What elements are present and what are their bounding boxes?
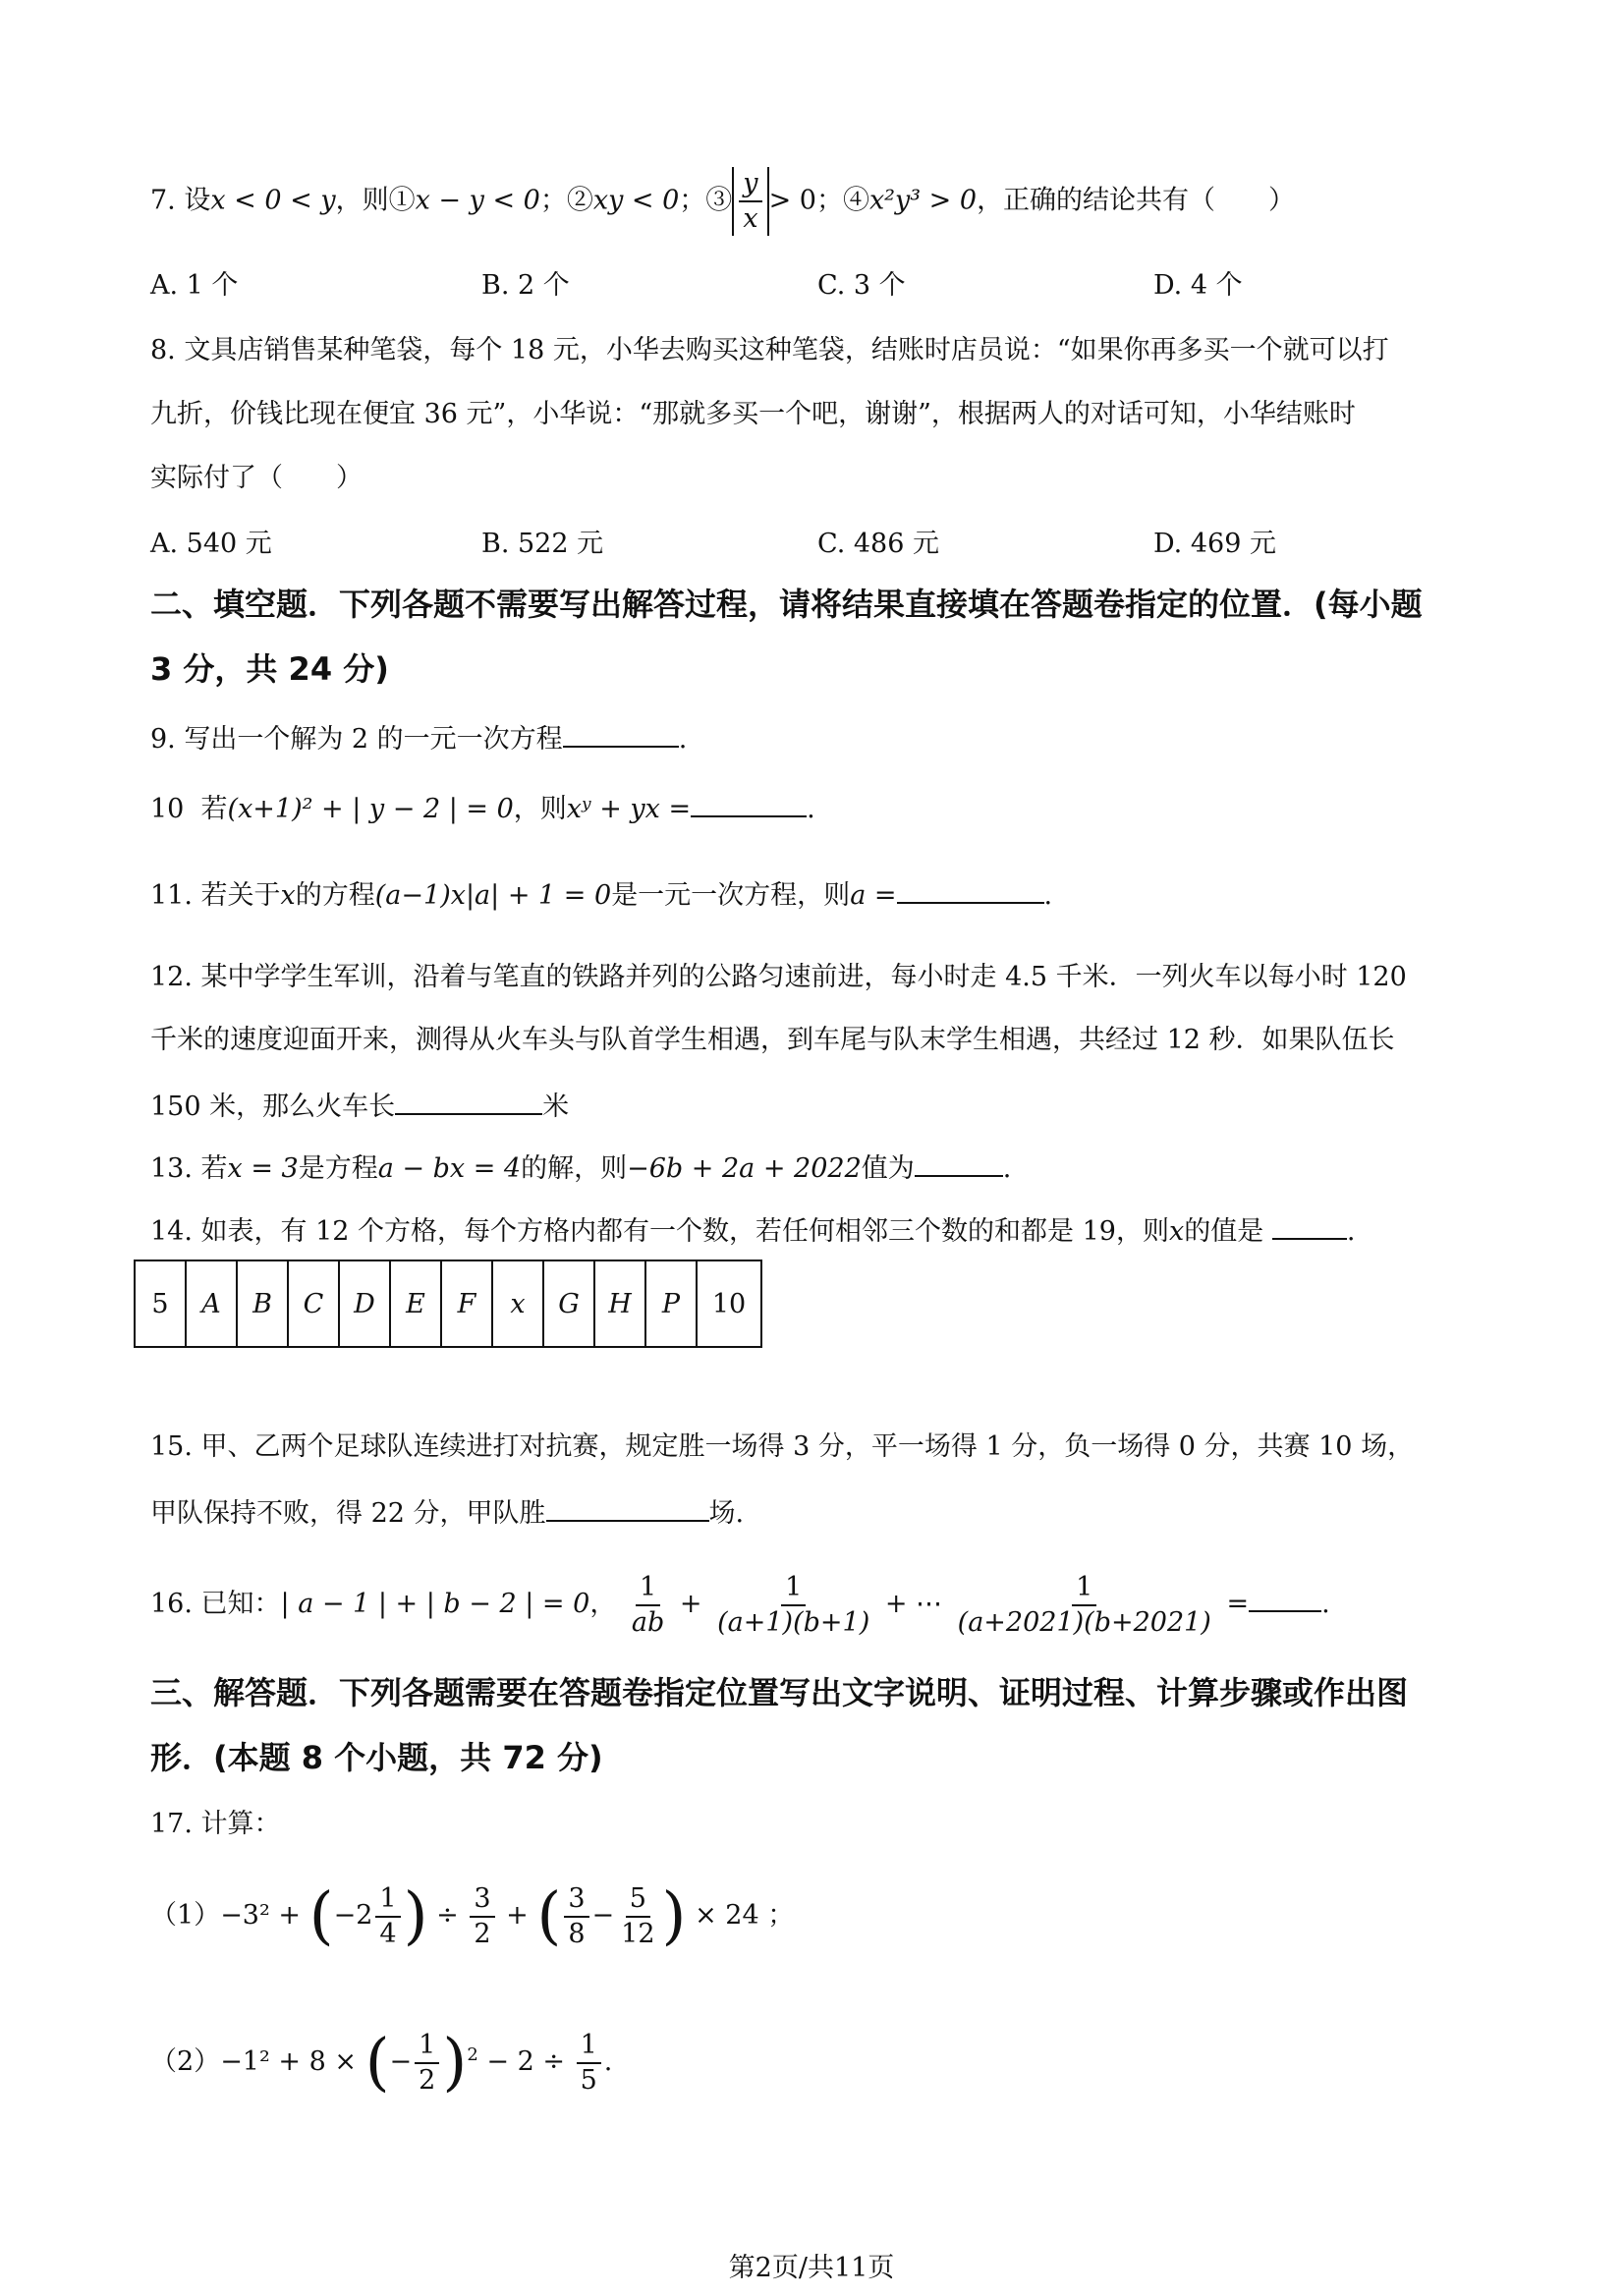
q14: 14. 如表，有 12 个方格，每个方格内都有一个数，若任何相邻三个数的和都是 19，则x的值是 .: [150, 1212, 1355, 1249]
q7-option-d: D. 4 个: [1153, 270, 1243, 301]
q8-option-a: A. 540 元: [150, 529, 272, 559]
q8-option-b: B. 522 元: [481, 529, 604, 559]
q12-line2: 千米的速度迎面开来，测得从火车头与队首学生相遇，到车尾与队末学生相遇，共经过 12 秒．如果队伍长: [150, 1025, 1395, 1055]
q10: 10 若(x+1)² + | y − 2 | = 0，则xʸ + yx = .: [150, 790, 815, 826]
q7-option-c: C. 3 个: [817, 270, 906, 301]
q15-line2: 甲队保持不败，得 22 分，甲队胜 场.: [150, 1494, 744, 1531]
q12-blank: [395, 1088, 542, 1115]
q15-blank: [546, 1494, 709, 1522]
grid-cell: G: [543, 1260, 594, 1347]
q8-line2: 九折，价钱比现在便宜 36 元”，小华说：“那就多买一个吧，谢谢”，根据两人的对话可知，小华结账时: [150, 399, 1356, 429]
q8-option-c: C. 486 元: [817, 529, 939, 559]
q7-cond: x < 0 < y: [210, 185, 336, 216]
q7-c4: x²y³ > 0: [868, 185, 978, 216]
table-row: [135, 1260, 761, 1347]
q17-p1-frac-c: $\frac{5}{12}$: [621, 1882, 655, 1949]
q7-c1: x − y < 0: [415, 185, 540, 216]
q8-option-d: D. 469 元: [1153, 529, 1276, 559]
q9: 9. 写出一个解为 2 的一元一次方程 .: [150, 720, 687, 756]
q11-blank: [897, 876, 1044, 904]
q14-grid: [134, 1260, 762, 1348]
section2-heading-2: 3 分，共 24 分): [150, 650, 389, 688]
q7-c2: xy < 0: [592, 185, 680, 216]
q10-expr: (x+1)² + | y − 2 | = 0: [227, 794, 514, 824]
grid-cell: 10: [697, 1260, 761, 1347]
q7-abs-frac: $\frac{y}{x}$: [732, 167, 768, 236]
q7-stem: 7. 设x < 0 < y，则①x − y < 0；②xy < 0；③ $\frac{y}{x}$ > 0；④x²y³ > 0，正确的结论共有（ ）: [150, 168, 1296, 234]
q8-line3: 实际付了（ ）: [150, 463, 363, 493]
q10-blank: [691, 790, 807, 817]
page-footer: 第2页/共11页: [728, 2253, 895, 2283]
q13-blank: [915, 1149, 1003, 1177]
grid-cell: H: [594, 1260, 645, 1347]
q12-line1: 12. 某中学学生军训，沿着与笔直的铁路并列的公路匀速前进，每小时走 4.5 千米．一列火车以每小时 120: [150, 962, 1407, 992]
q16: 16. 已知：| a − 1 | + | b − 2 | = 0， $\frac{1}{ab}$ + $\frac{1}{(a+1)(b+1)}$ + ⋯ $\frac{1}{(a+2021)(b+2021)}$ = .: [150, 1571, 1330, 1638]
grid-cell: D: [339, 1260, 390, 1347]
q8-line1: 8. 文具店销售某种笔袋，每个 18 元，小华去购买这种笔袋，结账时店员说：“如果你再多买一个就可以打: [150, 335, 1389, 365]
q17-title: 17. 计算：: [150, 1809, 281, 1839]
section2-heading: 二、填空题．下列各题不需要写出解答过程，请将结果直接填在答题卷指定的位置．(每小题: [150, 586, 1423, 623]
q16-blank: [1249, 1585, 1321, 1612]
q17-p2-frac-b: $\frac{1}{5}$: [577, 2029, 601, 2098]
q11-expr2: a =: [850, 880, 897, 911]
q17-p1-mixed-frac: $\frac{1}{4}$: [375, 1882, 400, 1951]
q16-frac1: $\frac{1}{ab}$: [631, 1571, 665, 1638]
q13: 13. 若x = 3是方程a − bx = 4的解，则−6b + 2a + 2022值为 .: [150, 1149, 1011, 1186]
grid-cell: C: [288, 1260, 339, 1347]
q17-p2-frac-a: $\frac{1}{2}$: [415, 2029, 439, 2098]
q16-frac3: $\frac{1}{(a+2021)(b+2021)}$: [957, 1571, 1211, 1638]
q14-blank: [1272, 1212, 1347, 1240]
q10-expr2: xʸ + yx =: [566, 794, 692, 824]
grid-cell: 5: [135, 1260, 186, 1347]
grid-cell: A: [186, 1260, 237, 1347]
q7-option-b: B. 2 个: [481, 270, 570, 301]
section3-heading-2: 形．(本题 8 个小题，共 72 分): [150, 1739, 603, 1776]
grid-cell: B: [237, 1260, 288, 1347]
grid-cell: P: [645, 1260, 697, 1347]
q12-line3: 150 米，那么火车长 米: [150, 1088, 569, 1124]
q11-expr: (a−1)x|a| + 1 = 0: [374, 880, 612, 911]
grid-cell: F: [441, 1260, 492, 1347]
q17-p1-frac-b: $\frac{3}{8}$: [564, 1882, 588, 1951]
q17-p1-frac-a: $\frac{3}{2}$: [470, 1882, 494, 1951]
grid-cell: x: [492, 1260, 543, 1347]
q17-part2: （2）−1² + 8 × (− $\frac{1}{2}$ )$^2$ − 2 ÷ $\frac{1}{5}$ .: [150, 2026, 613, 2100]
q9-blank: [563, 720, 679, 748]
q11: 11. 若关于x的方程(a−1)x|a| + 1 = 0是一元一次方程，则a = .: [150, 876, 1052, 913]
q15-line1: 15. 甲、乙两个足球队连续进打对抗赛，规定胜一场得 3 分，平一场得 1 分，负一场得 0 分，共赛 10 场，: [150, 1431, 1415, 1462]
section3-heading: 三、解答题．下列各题需要在答题卷指定位置写出文字说明、证明过程、计算步骤或作出图: [150, 1674, 1409, 1711]
q17-part1: （1）−3² + (−2 $\frac{1}{4}$ ) ÷ $\frac{3}{2}$ + ( $\frac{3}{8}$ − $\frac{5}{12}$ ) × 24 ；: [150, 1879, 795, 1953]
grid-cell: E: [390, 1260, 441, 1347]
q16-frac2: $\frac{1}{(a+1)(b+1)}$: [717, 1571, 870, 1638]
q7-option-a: A. 1 个: [150, 270, 239, 301]
